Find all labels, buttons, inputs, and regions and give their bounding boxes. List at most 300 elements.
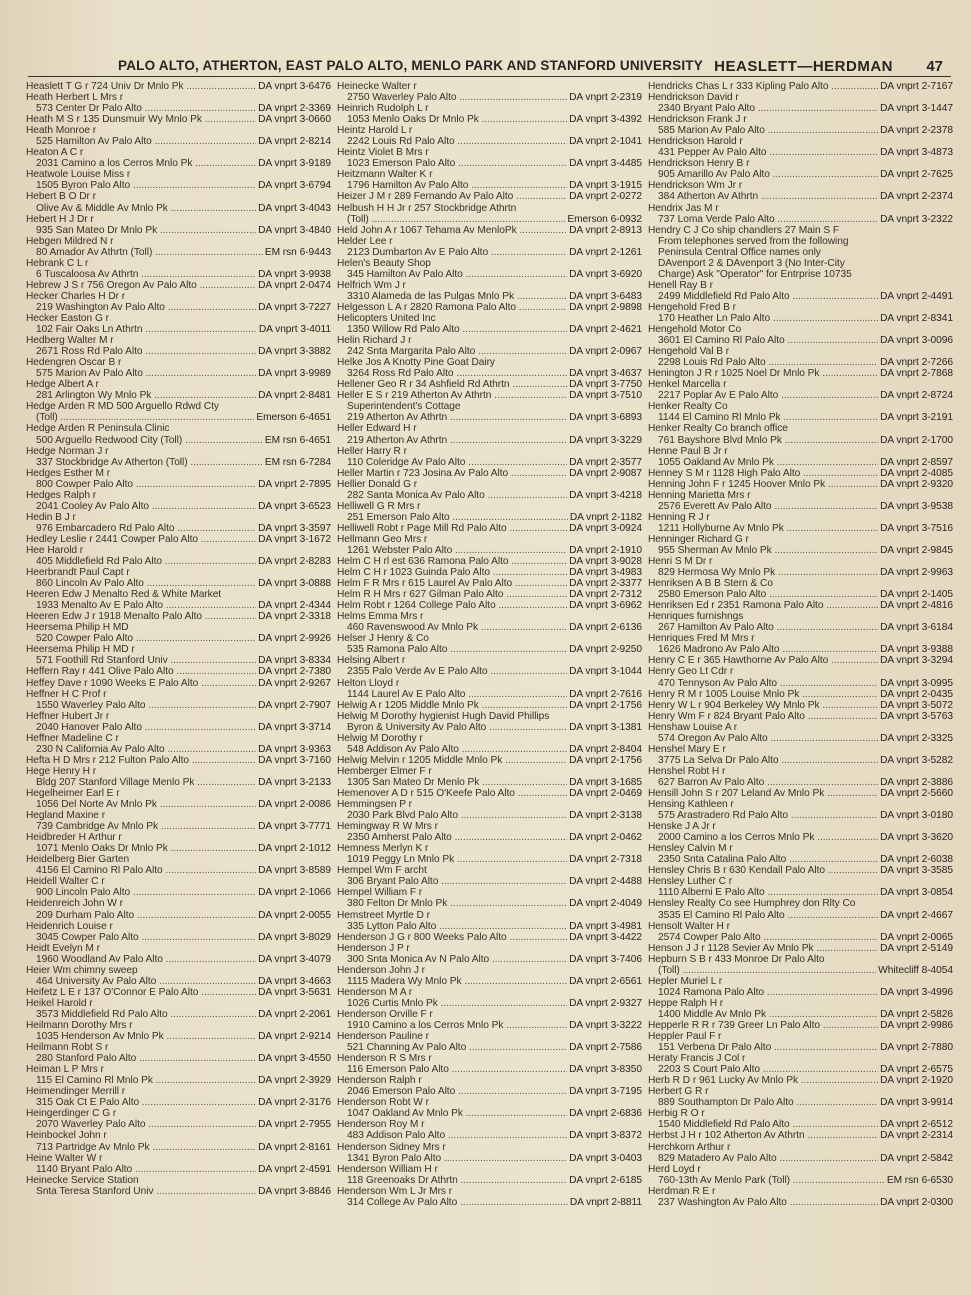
listing-text: Henry Geo Lt Cdr r [648,666,734,678]
listing-entry [26,965,331,976]
listing-entry [648,258,953,269]
listing-text: Henry R M r 1005 Louise Mnlo Pk ..... [648,689,878,700]
listing-phone: DA vnprt 2-9267 [258,677,331,689]
listing-entry [337,1064,642,1075]
listing-entry [337,357,642,368]
listing-phone: DA vnprt 2-4049 [569,898,642,910]
listing-text: Hensley Realty Co see Humphrey don Rlty Co [648,898,856,910]
listing-entry [26,490,331,501]
listing-text: 713 Partridge Av Mnlo Pk ..... [36,1142,256,1153]
listing-text: 2070 Waverley Palo Alto ..... [36,1119,256,1130]
listing-text: 280 Stanford Palo Alto ..... [36,1053,256,1064]
listing-entry [26,678,331,689]
listing-text: Herb R D r 961 Lucky Av Mnlo Pk ..... [648,1075,878,1086]
listing-text: Heaslett T G r 724 Univ Dr Mnlo Pk ..... [26,81,256,92]
listing-phone: DA vnprt 2-2314 [880,1130,953,1142]
listing-text: 80 Amador Av Athrtn (Toll) ..... [36,247,263,258]
listing-text: Heeren Edw J Menalto Red & White Market [26,589,222,601]
listing-text: 118 Greenoaks Dr Athrtn ..... [347,1175,567,1186]
listing-entry [337,490,642,501]
listing-entry [337,1075,642,1086]
listing-text: Hedge Norman J r [26,445,109,457]
listing-text: 3310 Alameda de las Pulgas Mnlo Pk ..... [347,291,567,302]
listing-entry [26,412,331,423]
listing-entry [337,998,642,1009]
listing-text: 219 Washington Av Palo Alto ..... [36,302,256,313]
listing-entry [648,578,953,589]
listing-text: 739 Cambridge Av Mnlo Pk ..... [36,821,256,832]
listing-text: 282 Santa Monica Av Palo Alto ..... [347,490,567,501]
listing-text: 1626 Madrono Av Palo Alto ..... [658,644,878,655]
listing-text: Hedin B J r [26,511,76,523]
listing-text: 829 Matadero Av Palo Alto ..... [658,1153,878,1164]
listing-entry [26,766,331,777]
listing-entry [26,357,331,368]
listing-text: 464 University Av Palo Alto ..... [36,976,256,987]
listing-text: Hendricks Chas L r 333 Kipling Palo Alto ..... [648,81,878,92]
listing-text: Helm C H r 1023 Guinda Palo Alto ..... [337,567,567,578]
listing-text: 1144 El Camino Rl Mnlo Pk ..... [658,412,878,423]
listing-entry [337,954,642,965]
listing-entry [26,987,331,998]
listing-text: 2030 Park Blvd Palo Alto ..... [347,810,567,821]
listing-phone: DA vnprt 3-2322 [880,213,953,225]
listing-text: 1055 Oakland Av Mnlo Pk ..... [658,457,878,468]
listing-text: (Toll) ..... [36,412,254,423]
listing-phone: DA vnprt 2-7955 [258,1119,331,1131]
listing-text: Heidell Walter C r [26,876,105,888]
listing-text: 1115 Madera Wy Mnlo Pk ..... [347,976,567,987]
listing-phone: DA vnprt 3-5763 [880,710,953,722]
listing-text: Henker Realty Co [648,401,728,413]
listing-entry [648,1064,953,1075]
listing-entry [26,666,331,677]
listing-text: Heath Herbert L Mrs r [26,92,124,104]
listing-phone: DA vnprt 2-1182 [569,511,642,523]
listing-entry [337,1042,642,1053]
listing-text: 6 Tuscaloosa Av Athrtn ..... [36,269,256,280]
listing-phone: DA vnprt 2-7266 [880,357,953,369]
listing-phone: DA vnprt 2-0462 [569,832,642,844]
listing-phone: DA vnprt 3-8350 [569,1064,642,1076]
listing-entry [337,1197,642,1208]
listing-text: Heller Martin r 723 Josina Av Palo Alto ..... [337,468,567,479]
listing-text: Hebert H J Dr r [26,213,94,225]
listing-entry [337,1119,642,1130]
listing-text: Heimendinger Merrill r [26,1086,126,1098]
listing-entry [648,214,953,225]
listing-entry [648,1042,953,1053]
listing-text: 237 Washington Av Palo Alto ..... [658,1197,878,1208]
listing-text: Helsing Albert r [337,655,406,667]
listing-phone: DA vnprt 3-6523 [258,500,331,512]
listing-entry [648,987,953,998]
listing-text: 267 Hamilton Av Palo Alto ..... [658,622,878,633]
listing-entry [26,722,331,733]
listing-text: Heller Harry R r [337,445,407,457]
listing-text: 2350 Snta Catalina Palo Alto ..... [658,854,878,865]
listing-phone: DA vnprt 3-3620 [880,832,953,844]
listing-phone: DA vnprt 3-6483 [569,290,642,302]
listing-entry [26,81,331,92]
listing-text: Henderson R S Mrs r [337,1053,432,1065]
listing-entry [337,236,642,247]
listing-entry [337,247,642,258]
listing-entry [648,81,953,92]
listing-entry [337,589,642,600]
listing-text: 2580 Emerson Palo Alto ..... [658,589,878,600]
listing-phone: DA vnprt 2-3929 [258,1075,331,1087]
listing-text: 1019 Peggy Ln Mnlo Pk ..... [347,854,567,865]
listing-phone: DA vnprt 3-3294 [880,655,953,667]
listing-phone: DA vnprt 2-1756 [569,754,642,766]
listing-text: 281 Arlington Wy Mnlo Pk ..... [36,390,256,401]
listing-text: 573 Center Dr Palo Alto ..... [36,103,256,114]
listing-entry [648,479,953,490]
listing-text: Hempel William F r [337,887,423,899]
listing-entry [648,92,953,103]
listing-entry [26,1130,331,1141]
listing-entry [26,379,331,390]
listing-text: Heifetz L E r 137 O'Connor E Palo Alto ..... [26,987,256,998]
listing-phone: DA vnprt 2-2374 [880,191,953,203]
listing-entry [26,368,331,379]
listing-text: Hege Henry H r [26,765,97,777]
listing-entry [26,788,331,799]
listing-entry [337,733,642,744]
listing-entry [337,810,642,821]
listing-phone: DA vnprt 2-7586 [569,1042,642,1054]
listing-text: Hensley Luther C r [648,876,733,888]
listing-text: 102 Fair Oaks Ln Athrtn ..... [36,324,257,335]
listing-entry [26,92,331,103]
listing-entry [648,468,953,479]
listing-entry [26,556,331,567]
listing-entry [26,1119,331,1130]
listing-entry [26,998,331,1009]
listing-phone: DA vnprt 3-7771 [258,821,331,833]
listing-text: 2242 Louis Rd Palo Alto ..... [347,136,567,147]
listing-text: 242 Snta Margarita Palo Alto ..... [347,346,567,357]
listing-entry [337,655,642,666]
listing-text: Henshel Robt H r [648,765,726,777]
listing-entry [26,114,331,125]
listing-entry [337,180,642,191]
listing-text: Helm R H Mrs r 627 Gilman Palo Alto ..... [337,589,567,600]
listing-entry [26,622,331,633]
listing-text: Henninger Richard G r [648,533,749,545]
listing-entry [26,832,331,843]
listing-text: 761 Bayshore Blvd Mnlo Pk ..... [658,435,878,446]
listing-entry [26,545,331,556]
listing-text: Heffey Dave r 1090 Weeks E Palo Alto ..... [26,678,256,689]
listing-text: Henri S M Dr r [648,556,713,568]
listing-entry [337,158,642,169]
listing-text: Heffner Hubert Jr r [26,710,110,722]
listing-entry [26,435,331,446]
listing-entry [26,335,331,346]
listing-text: 935 San Mateo Dr Mnlo Pk ..... [36,225,256,236]
listing-entry [337,291,642,302]
listing-text: Helser J Henry & Co [337,633,429,645]
listing-phone: DA vnprt 3-1447 [880,103,953,115]
listing-text: 1960 Woodland Av Palo Alto ..... [36,954,256,965]
listing-text: Heier Wm chimny sweep [26,964,138,976]
listing-phone: DA vnprt 3-7516 [880,522,953,534]
listing-text: 2574 Cowper Palo Alto ..... [658,932,878,943]
listing-phone: DA vnprt 3-4218 [569,489,642,501]
listing-phone: DA vnprt 3-6476 [258,81,331,92]
listing-text: Hemingway R W Mrs r [337,821,438,833]
listing-entry [337,435,642,446]
listing-text: Hedges Ralph r [26,489,97,501]
listing-phone: Emerson 6-4651 [256,412,331,424]
listing-phone: DA vnprt 3-7227 [258,301,331,313]
listing-phone: DA vnprt 2-6575 [880,1064,953,1076]
listing-text: 525 Hamilton Av Palo Alto ..... [36,136,256,147]
listing-entry [26,887,331,898]
listing-text: Helen's Beauty Shop [337,257,431,269]
listing-text: Helicopters United Inc [337,312,436,324]
listing-text: Hensill John S r 207 Leland Av Mnlo Pk ..... [648,788,878,799]
listing-phone: DA vnprt 2-9327 [569,997,642,1009]
listing-entry [337,302,642,313]
listing-text: Byron & University Av Palo Alto ..... [347,722,567,733]
listing-entry [648,600,953,611]
listing-entry [26,1153,331,1164]
listing-phone: DA vnprt 2-2061 [258,1008,331,1020]
listing-entry [337,711,642,722]
listing-phone: DA vnprt 2-8214 [258,136,331,148]
listing-entry [26,180,331,191]
listing-phone: DA vnprt 3-3222 [569,1019,642,1031]
listing-entry [337,457,642,468]
listing-entry [337,788,642,799]
listing-entry [337,1175,642,1186]
listing-phone: DA vnprt 3-4043 [258,202,331,214]
listing-text: Helm F R Mrs r 615 Laurel Av Palo Alto ..... [337,578,567,589]
listing-entry [337,1164,642,1175]
listing-entry [337,854,642,865]
listing-text: Helliwell Robt r Page Mill Rd Palo Alto ..... [337,523,567,534]
listing-entry [337,1108,642,1119]
listing-text: Hedengren Oscar B r [26,357,122,369]
listing-entry [648,711,953,722]
listing-entry [648,976,953,987]
listing-entry [337,523,642,534]
listing-phone: DA vnprt 2-8404 [569,743,642,755]
listing-text: 905 Amarillo Av Palo Alto ..... [658,169,878,180]
listing-text: 2298 Louis Rd Palo Alto ..... [658,357,878,368]
listing-text: Henry C E r 365 Hawthorne Av Palo Alto ..... [648,655,878,666]
listing-entry [648,335,953,346]
listing-phone: DA vnprt 2-0086 [258,799,331,811]
listing-text: Heidt Evelyn M r [26,942,100,954]
listing-entry [26,534,331,545]
listing-entry [648,898,953,909]
listing-text: Heiman L P Mrs r [26,1064,104,1076]
listing-columns [26,81,953,1285]
listing-text: 3264 Ross Rd Palo Alto ..... [347,368,567,379]
listing-entry [337,346,642,357]
listing-entry [337,147,642,158]
listing-phone: DA vnprt 2-8481 [258,390,331,402]
listing-text: Henning Marietta Mrs r [648,489,751,501]
listing-text: Snta Teresa Stanford Univ ..... [36,1186,256,1197]
listing-text: 2000 Camino a los Cerros Mnlo Pk ..... [658,832,878,843]
listing-phone: EM rsn 6-7284 [264,456,331,468]
listing-column [648,81,953,1285]
listing-text: Hebgen Mildred N r [26,235,114,247]
listing-entry [26,1164,331,1175]
listing-entry [337,258,642,269]
listing-entry [648,733,953,744]
listing-phone: DA vnprt 2-1700 [880,434,953,446]
listing-text: Heikel Harold r [26,997,93,1009]
listing-entry [648,457,953,468]
listing-text: 1047 Oakland Av Mnlo Pk ..... [347,1108,567,1119]
listing-entry [337,633,642,644]
listing-phone: DA vnprt 3-4873 [880,147,953,159]
listing-entry [337,125,642,136]
listing-phone: DA vnprt 2-9845 [880,544,953,556]
listing-entry [648,666,953,677]
listing-entry [648,1086,953,1097]
listing-phone: DA vnprt 3-9538 [880,500,953,512]
listing-phone: DA vnprt 3-1915 [569,180,642,192]
listing-entry [648,1164,953,1175]
listing-text: Herchkorn Arthur r [648,1141,731,1153]
listing-text: Henriksen A B B Stern & Co [648,578,773,590]
listing-text: 2576 Everett Av Palo Alto ..... [658,501,878,512]
listing-phone: DA vnprt 3-0096 [880,335,953,347]
listing-entry [648,203,953,214]
listing-entry [648,943,953,954]
listing-entry [337,1086,642,1097]
listing-phone: DA vnprt 2-7312 [569,589,642,601]
listing-entry [648,302,953,313]
listing-text: Hensing Kathleen r [648,799,734,811]
listing-phone: DA vnprt 3-5072 [880,699,953,711]
listing-entry [26,1108,331,1119]
listing-phone: DA vnprt 2-4591 [258,1163,331,1175]
listing-phone: Emerson 6-0932 [567,213,642,225]
listing-text: Hefta H D Mrs r 212 Fulton Palo Alto ..... [26,755,256,766]
listing-entry [337,832,642,843]
listing-text: Helke Jos A Knotty Pine Goat Dairy [337,357,495,369]
listing-text: Helm C H rl est 636 Ramona Palo Alto ..... [337,556,567,567]
listing-phone: DA vnprt 2-9320 [880,478,953,490]
listing-text: 2671 Ross Rd Palo Alto ..... [36,346,256,357]
listing-entry [337,1020,642,1031]
listing-phone: DA vnprt 2-3377 [569,578,642,590]
listing-entry [26,910,331,921]
listing-phone: DA vnprt 2-9926 [258,633,331,645]
listing-entry [26,191,331,202]
listing-text: Henker Realty Co branch office [648,423,788,435]
listing-entry [337,1097,642,1108]
listing-entry [648,1020,953,1031]
listing-entry [648,1153,953,1164]
listing-text: Herdman R E r [648,1185,716,1197]
listing-phone: DA vnprt 2-9087 [569,467,642,479]
listing-entry [648,269,953,280]
listing-entry [337,611,642,622]
listing-entry [648,932,953,943]
listing-text: 2031 Camino a los Cerros Mnlo Pk ..... [36,158,256,169]
listing-entry [648,225,953,236]
listing-text: Hensolt Walter H r [648,920,730,932]
listing-entry [337,965,642,976]
listing-text: 219 Atherton Av Athrtn ..... [347,412,567,423]
listing-text: 115 El Camino Rl Mnlo Pk ..... [36,1075,256,1086]
listing-entry [337,678,642,689]
listing-phone: DA vnprt 3-8589 [258,865,331,877]
listing-entry [648,655,953,666]
listing-phone: DA vnprt 3-4079 [258,953,331,965]
listing-entry [648,423,953,434]
listing-phone: DA vnprt 2-1041 [569,136,642,148]
listing-entry [26,600,331,611]
listing-text: Helwig A r 1205 Middle Mnlo Pk ..... [337,700,567,711]
listing-text: 431 Pepper Av Palo Alto ..... [658,147,878,158]
listing-text: Herbert G R r [648,1086,709,1098]
listing-phone: DA vnprt 3-7750 [569,379,642,391]
listing-phone: DA vnprt 3-3229 [569,434,642,446]
listing-text: 300 Snta Monica Av N Palo Alto ..... [347,954,567,965]
listing-entry [648,1142,953,1153]
listing-entry [337,81,642,92]
listing-text: 1400 Middle Av Mnlo Pk ..... [658,1009,878,1020]
listing-text: 3573 Middlefield Rd Palo Alto ..... [36,1009,256,1020]
listing-text: Hepperle R R r 739 Greer Ln Palo Alto ..... [648,1020,878,1031]
listing-phone: DA vnprt 3-0888 [258,578,331,590]
listing-text: 483 Addison Palo Alto ..... [347,1130,567,1141]
listing-text: Henshel Mary E r [648,743,726,755]
listing-text: 405 Middlefield Rd Palo Alto ..... [36,556,256,567]
listing-entry [648,435,953,446]
listing-phone: DA vnprt 3-4840 [258,224,331,236]
listing-text: Heilmann Robt S r [26,1042,109,1054]
listing-entry [26,865,331,876]
listing-text: Superintendent's Cottage [347,401,461,413]
listing-phone: DA vnprt 3-1044 [569,666,642,678]
listing-entry [648,910,953,921]
listing-entry [26,932,331,943]
listing-phone: DA vnprt 3-9938 [258,268,331,280]
listing-text: 116 Emerson Palo Alto ..... [347,1064,567,1075]
listing-entry [337,700,642,711]
listing-entry [337,203,642,214]
page-region-title: PALO ALTO, ATHERTON, EAST PALO ALTO, MENLO PARK AND STANFORD UNIVERSITY [118,58,703,73]
listing-phone: DA vnprt 3-3597 [258,522,331,534]
listing-text: Hendry C J Co ship chandlers 27 Main S F [648,224,840,236]
listing-text: Hebrank C L r [26,257,89,269]
listing-phone: DA vnprt 3-0180 [880,810,953,822]
listing-text: 889 Southampton Dr Palo Alto ..... [658,1097,878,1108]
listing-text: Helwig M Dorothy hygienist Hugh David Phillips [337,710,550,722]
listing-column [26,81,331,1285]
listing-phone: DA vnprt 2-1920 [880,1075,953,1087]
listing-phone: DA vnprt 2-7880 [880,1042,953,1054]
listing-entry [648,401,953,412]
listing-phone: EM rsn 6-6530 [886,1174,953,1186]
listing-text: Heffner Madeline C r [26,732,119,744]
listing-phone: DA vnprt 3-7195 [569,1086,642,1098]
listing-phone: DA vnprt 3-6184 [880,622,953,634]
listing-phone: DA vnprt 2-8913 [569,224,642,236]
listing-entry [337,225,642,236]
